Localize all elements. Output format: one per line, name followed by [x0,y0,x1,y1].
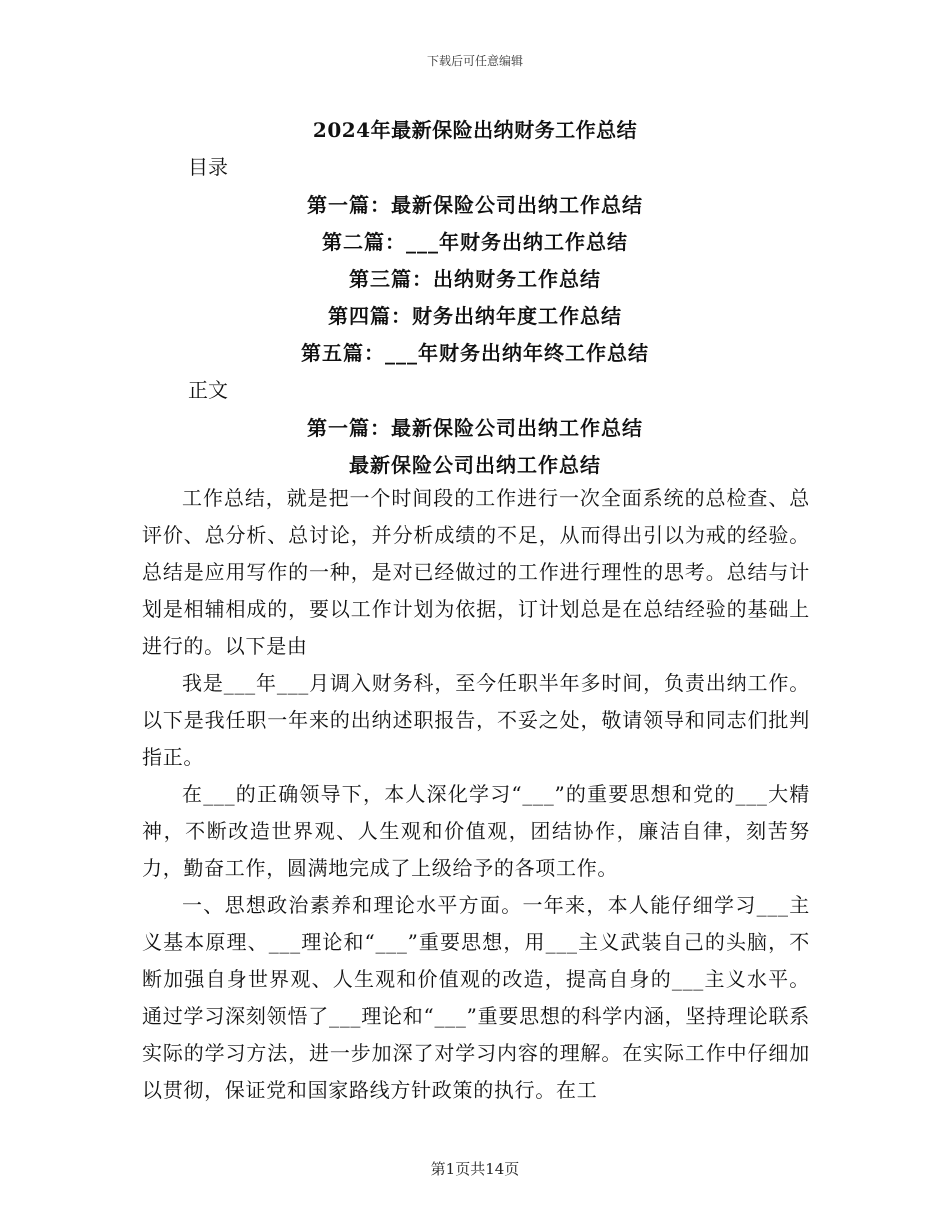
paragraph: 一、思想政治素养和理论水平方面。一年来，本人能仔细学习___主义基本原理、___理论和“___”重要思想，用___主义武装自己的头脑，不断加强自身世界观、人生观和价值观的改造，提高自身的___主义水平。通过学习深刻领悟了___理论和“___”重要思想的科学内涵，坚持理论联系实际的学习方法，进一步加深了对学习内容的理解。在实际工作中仔细加以贯彻，保证党和国家路线方针政策的执行。在工 [142,893,810,1102]
section-heading: 第一篇：最新保险公司出纳工作总结 [307,416,643,440]
paragraph: 我是___年___月调入财务科，至今任职半年多时间，负责出纳工作。以下是我任职一年来的出纳述职报告，不妥之处，敬请领导和同志们批判指正。 [142,671,810,769]
header-note: 下载后可任意编辑 [426,54,523,68]
document-title: 2024年最新保险出纳财务工作总结 [312,118,638,142]
toc-item: 第一篇：最新保险公司出纳工作总结 [307,193,643,217]
paragraph: 在___的正确领导下，本人深化学习“___”的重要思想和党的___大精神，不断改造世界观、人生观和价值观，团结协作，廉洁自律，刻苦努力，勤奋工作，圆满地完成了上级给予的各项工作。 [142,782,810,880]
toc-item: 第五篇：___年财务出纳年终工作总结 [301,341,649,365]
toc-item: 第三篇：出纳财务工作总结 [349,267,601,291]
toc-label: 目录 [188,155,228,179]
toc-item: 第二篇：___年财务出纳工作总结 [322,230,628,254]
toc-item: 第四篇：财务出纳年度工作总结 [328,304,622,328]
page-number: 第1页共14页 [430,1160,520,1178]
paragraph: 工作总结，就是把一个时间段的工作进行一次全面系统的总检查、总评价、总分析、总讨论，并分析成绩的不足，从而得出引以为戒的经验。总结是应用写作的一种，是对已经做过的工作进行理性的思考。总结与计划是相辅相成的，要以工作计划为依据，订计划总是在总结经验的基础上进行的。以下是由 [142,486,810,658]
article-title: 最新保险公司出纳工作总结 [349,453,601,477]
article-body [142,480,810,1109]
body-label: 正文 [188,378,228,402]
